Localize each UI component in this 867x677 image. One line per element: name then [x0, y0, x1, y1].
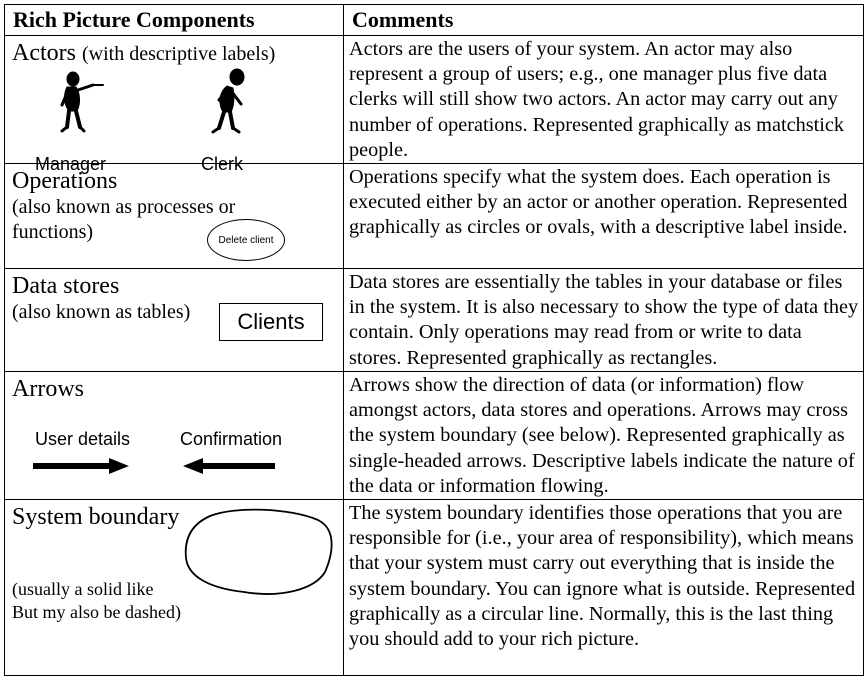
- manager-figure-icon: [53, 71, 113, 139]
- actors-title: Actors (with descriptive labels): [12, 40, 276, 66]
- header-comments: Comments: [344, 5, 864, 36]
- data-stores-subtitle: (also known as tables): [12, 301, 191, 324]
- header-row: [5, 5, 864, 36]
- row-actors: [5, 36, 864, 164]
- row-system-boundary: [5, 500, 864, 676]
- row-operations: [5, 164, 864, 269]
- system-boundary-title: System boundary: [12, 504, 180, 531]
- clerk-figure-icon: [201, 68, 257, 140]
- arrows-cell: [5, 372, 344, 500]
- row-data-stores: [5, 269, 864, 372]
- operations-subtitle: (also known as processes or functions): [12, 196, 236, 244]
- arrows-title: Arrows: [12, 376, 84, 403]
- row-arrows: [5, 372, 864, 500]
- delete-client-operation: Delete client: [207, 219, 285, 261]
- confirmation-label: Confirmation: [180, 429, 283, 450]
- system-boundary-note: (usually a solid like But my also be dashed): [12, 579, 181, 623]
- system-boundary-shape-icon: [180, 506, 336, 600]
- left-arrow-icon: [181, 456, 277, 476]
- data-stores-title: Data stores: [12, 273, 120, 300]
- system-boundary-comment: The system boundary identifies those operations that you are responsible for (i.e., your area of responsibility), which means that your system must carry out everything that is inside the system boundary. You can ignore what is outside. Represented graphically as a circular line. Normally, this is the last thing you should add to your rich picture.: [344, 500, 864, 676]
- header-components: Rich Picture Components: [5, 5, 344, 36]
- operations-title: Operations: [12, 168, 118, 195]
- actors-cell: [5, 36, 344, 174]
- rich-picture-table: [4, 4, 864, 676]
- clients-data-store: Clients: [219, 303, 323, 341]
- arrows-comment: Arrows show the direction of data (or information) flow amongst actors, data stores and operations. Arrows may cross the system boundary (see below). Represented graphically as single-headed arrows. Descriptive labels indicate the nature of the data or information flowing.: [344, 372, 864, 500]
- data-stores-cell: [5, 269, 344, 372]
- system-boundary-cell: [5, 500, 344, 676]
- actors-comment: Actors are the users of your system. An actor may also represent a group of users; e.g., one manager plus five data clerks will still show two actors. An actor may carry out any number of operations. Represented graphically as matchstick people.: [344, 36, 864, 164]
- operations-cell: [5, 164, 344, 269]
- operations-comment: Operations specify what the system does. Each operation is executed either by an actor or another operation. Represented graphically as circles or ovals, with a descriptive label inside.: [344, 164, 864, 269]
- data-stores-comment: Data stores are essentially the tables in your database or files in the system. It is also necessary to show the type of data they contain. Only operations may read from or write to data stores. Represented graphically as rectangles.: [344, 269, 864, 372]
- right-arrow-icon: [31, 456, 131, 476]
- user-details-label: User details: [35, 429, 131, 450]
- manager-label: Manager: [35, 154, 107, 174]
- actors-title-note: (with descriptive labels): [81, 43, 276, 65]
- clerk-label: Clerk: [201, 154, 244, 174]
